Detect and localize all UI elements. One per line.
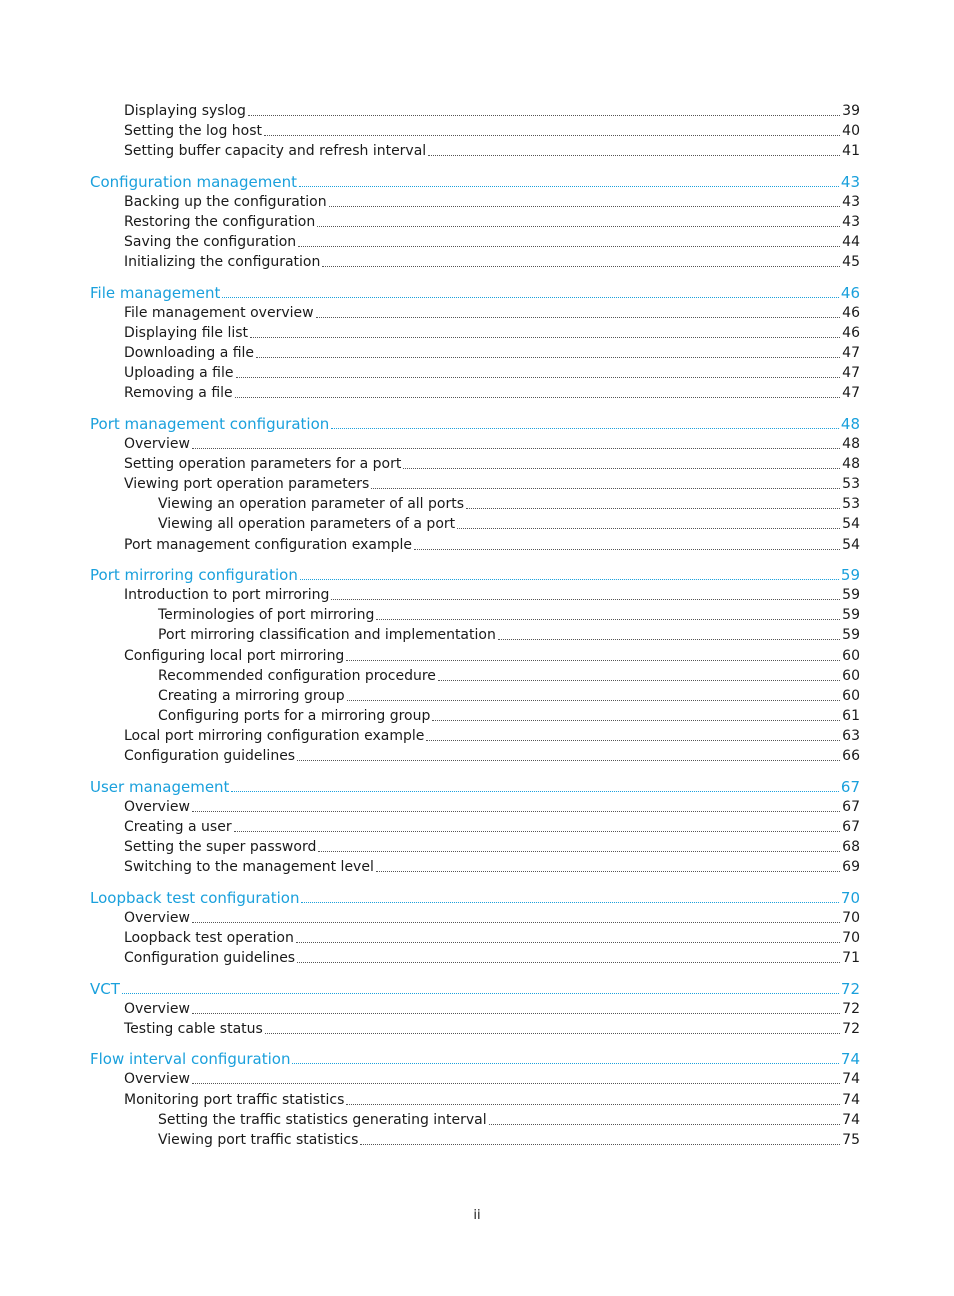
toc-entry-page: 60 — [842, 688, 860, 704]
toc-entry-page: 45 — [842, 254, 860, 270]
dot-leader — [299, 185, 839, 187]
toc-entry[interactable] — [124, 191, 860, 211]
toc-entry[interactable] — [158, 685, 860, 705]
toc-entry[interactable] — [124, 907, 860, 927]
toc-chapter-entry[interactable] — [90, 887, 860, 907]
toc-entry-page: 70 — [842, 910, 860, 926]
toc-entry-page: 48 — [842, 456, 860, 472]
toc-entry-page: 48 — [842, 436, 860, 452]
toc-entry-title: File management — [90, 284, 221, 302]
toc-entry-title: User management — [90, 778, 230, 796]
toc-entry-title: Viewing port operation parameters — [124, 476, 370, 492]
dot-leader — [457, 527, 840, 529]
dot-leader — [250, 336, 840, 338]
toc-entry-title: Setting operation parameters for a port — [124, 456, 402, 472]
dot-leader — [432, 719, 840, 721]
toc-entry[interactable] — [124, 856, 860, 876]
toc-entry[interactable] — [124, 1068, 860, 1088]
toc-entry-page: 59 — [842, 587, 860, 603]
toc-entry-page: 46 — [842, 305, 860, 321]
toc-entry-title: Overview — [124, 799, 190, 815]
dot-leader — [317, 225, 840, 227]
page-number: ii — [473, 1208, 481, 1223]
toc-entry-title: Testing cable status — [124, 1021, 263, 1037]
dot-leader — [236, 376, 841, 378]
toc-entry[interactable] — [124, 645, 860, 665]
toc-entry-page: 60 — [842, 668, 860, 684]
toc-entry-page: 67 — [842, 799, 860, 815]
dot-leader — [414, 548, 840, 550]
toc-entry[interactable] — [124, 1089, 860, 1109]
dot-leader — [466, 507, 840, 509]
dot-leader — [318, 850, 840, 852]
toc-entry-page: 59 — [842, 607, 860, 623]
toc-entry-title: Viewing port traffic statistics — [158, 1132, 359, 1148]
toc-entry-page: 74 — [842, 1092, 860, 1108]
dot-leader — [346, 659, 840, 661]
toc-entry-page: 61 — [842, 708, 860, 724]
dot-leader — [192, 810, 840, 812]
dot-leader — [376, 618, 840, 620]
toc-entry[interactable] — [124, 534, 860, 554]
toc-entry-title: Overview — [124, 436, 190, 452]
toc-entry-title: Saving the configuration — [124, 234, 297, 250]
toc-entry[interactable] — [124, 453, 860, 473]
toc-entry-page: 47 — [842, 385, 860, 401]
toc-entry-title: Setting the super password — [124, 839, 317, 855]
toc-entry-title: VCT — [90, 980, 120, 998]
toc-entry-title: Configuration management — [90, 173, 297, 191]
toc-chapter-entry[interactable] — [90, 776, 860, 796]
toc-entry[interactable] — [124, 796, 860, 816]
toc-entry[interactable] — [124, 211, 860, 231]
dot-leader — [122, 992, 839, 994]
toc-entry-title: Removing a file — [124, 385, 233, 401]
toc-entry-title: Recommended configuration procedure — [158, 668, 436, 684]
dot-leader — [301, 901, 838, 903]
toc-entry-page: 53 — [842, 476, 860, 492]
dot-leader — [322, 265, 840, 267]
toc-entry-page: 48 — [840, 415, 860, 433]
toc-entry-title: Overview — [124, 910, 190, 926]
toc-entry-title: Displaying syslog — [124, 103, 246, 119]
toc-entry-title: Loopback test operation — [124, 930, 294, 946]
toc-entry-page: 46 — [840, 284, 860, 302]
toc-entry[interactable] — [124, 927, 860, 947]
dot-leader — [192, 921, 840, 923]
toc-entry-page: 71 — [842, 950, 860, 966]
toc-entry[interactable] — [124, 433, 860, 453]
dot-leader — [428, 154, 840, 156]
toc-entry[interactable] — [158, 665, 860, 685]
dot-leader — [347, 699, 841, 701]
toc-entry-page: 53 — [842, 496, 860, 512]
toc-entry[interactable] — [124, 745, 860, 765]
toc-entry-title: Setting buffer capacity and refresh interval — [124, 143, 427, 159]
toc-entry-page: 43 — [840, 173, 860, 191]
toc-entry-title: Restoring the configuration — [124, 214, 316, 230]
toc-chapter-entry[interactable] — [90, 1048, 860, 1068]
toc-entry-page: 46 — [842, 325, 860, 341]
dot-leader — [346, 1103, 840, 1105]
toc-chapter-entry[interactable] — [90, 978, 860, 998]
toc-entry[interactable] — [124, 362, 860, 382]
toc-entry-page: 67 — [840, 778, 860, 796]
toc-entry[interactable] — [124, 322, 860, 342]
dot-leader — [376, 870, 840, 872]
toc-entry[interactable] — [124, 251, 860, 271]
dot-leader — [231, 790, 838, 792]
dot-leader — [489, 1123, 841, 1125]
toc-entry[interactable] — [158, 513, 860, 533]
toc-entry-title: Switching to the management level — [124, 859, 374, 875]
toc-entry-page: 72 — [840, 980, 860, 998]
toc-entry-page: 54 — [842, 537, 860, 553]
toc-entry-page: 44 — [842, 234, 860, 250]
toc-entry[interactable] — [124, 816, 860, 836]
toc-entry[interactable] — [124, 1018, 860, 1038]
toc-entry[interactable] — [124, 140, 860, 160]
toc-entry-page: 74 — [842, 1071, 860, 1087]
dot-leader — [265, 1032, 840, 1034]
toc-entry-page: 66 — [842, 748, 860, 764]
toc-entry[interactable] — [158, 493, 860, 513]
toc-entry-page: 63 — [842, 728, 860, 744]
dot-leader — [264, 134, 840, 136]
toc-entry-page: 39 — [842, 103, 860, 119]
toc-entry-title: Overview — [124, 1071, 190, 1087]
toc-entry-title: Viewing an operation parameter of all ports — [158, 496, 464, 512]
toc-entry[interactable] — [124, 584, 860, 604]
toc-entry-page: 54 — [842, 516, 860, 532]
dot-leader — [235, 396, 841, 398]
toc-entry-title: Configuration guidelines — [124, 748, 296, 764]
toc-entry-title: Port mirroring classification and implementation — [158, 627, 496, 643]
toc-chapter-entry[interactable] — [90, 171, 860, 191]
toc-entry-title: Backing up the configuration — [124, 194, 327, 210]
toc-entry-title: Local port mirroring configuration example — [124, 728, 425, 744]
toc-entry-title: Port mirroring configuration — [90, 566, 298, 584]
toc-entry-title: Initializing the configuration — [124, 254, 321, 270]
toc-entry[interactable] — [158, 705, 860, 725]
toc-entry[interactable] — [124, 120, 860, 140]
toc-entry-page: 69 — [842, 859, 860, 875]
toc-entry-page: 59 — [842, 627, 860, 643]
toc-entry-title: Setting the traffic statistics generating interval — [158, 1112, 487, 1128]
toc-entry-page: 67 — [842, 819, 860, 835]
toc-entry-title: Downloading a file — [124, 345, 255, 361]
dot-leader — [360, 1143, 840, 1145]
dot-leader — [498, 638, 840, 640]
toc-entry-title: Configuring ports for a mirroring group — [158, 708, 431, 724]
toc-entry-page: 72 — [842, 1021, 860, 1037]
toc-entry-page: 74 — [840, 1050, 860, 1068]
toc-entry-page: 75 — [842, 1132, 860, 1148]
toc-entry[interactable] — [158, 604, 860, 624]
toc-entry-page: 43 — [842, 194, 860, 210]
dot-leader — [256, 356, 840, 358]
dot-leader — [371, 487, 840, 489]
dot-leader — [296, 941, 840, 943]
dot-leader — [192, 447, 840, 449]
toc-entry[interactable] — [124, 342, 860, 362]
toc-entry-page: 59 — [840, 566, 860, 584]
dot-leader — [329, 205, 841, 207]
toc-chapter-entry[interactable] — [90, 564, 860, 584]
toc-entry[interactable] — [124, 382, 860, 402]
dot-leader — [426, 739, 840, 741]
dot-leader — [316, 316, 841, 318]
toc-entry-title: Flow interval configuration — [90, 1050, 291, 1068]
dot-leader — [192, 1012, 840, 1014]
toc-entry-page: 68 — [842, 839, 860, 855]
toc-entry-title: Terminologies of port mirroring — [158, 607, 375, 623]
toc-entry-title: Loopback test configuration — [90, 889, 300, 907]
toc-entry-page: 41 — [842, 143, 860, 159]
dot-leader — [222, 296, 839, 298]
toc-entry-title: Uploading a file — [124, 365, 234, 381]
toc-entry[interactable] — [124, 998, 860, 1018]
toc-entry[interactable] — [124, 100, 860, 120]
toc-entry[interactable] — [124, 473, 860, 493]
toc-entry[interactable] — [124, 302, 860, 322]
toc-entry-title: Port management configuration — [90, 415, 330, 433]
toc-entry-title: Overview — [124, 1001, 190, 1017]
dot-leader — [297, 759, 840, 761]
toc-entry-page: 60 — [842, 648, 860, 664]
toc-entry[interactable] — [124, 231, 860, 251]
toc-entry-page: 70 — [840, 889, 860, 907]
toc-entry-title: Displaying file list — [124, 325, 249, 341]
toc-chapter-entry[interactable] — [90, 413, 860, 433]
dot-leader — [297, 961, 840, 963]
toc-entry-page: 70 — [842, 930, 860, 946]
toc-entry-title: Configuring local port mirroring — [124, 648, 345, 664]
toc-entry-page: 74 — [842, 1112, 860, 1128]
dot-leader — [292, 1062, 838, 1064]
toc-entry[interactable] — [124, 836, 860, 856]
toc-chapter-entry[interactable] — [90, 282, 860, 302]
dot-leader — [438, 679, 840, 681]
toc-entry-page: 47 — [842, 345, 860, 361]
dot-leader — [298, 245, 840, 247]
dot-leader — [192, 1082, 840, 1084]
toc-entry-title: Viewing all operation parameters of a port — [158, 516, 456, 532]
toc-entry-title: Creating a user — [124, 819, 232, 835]
toc-entry-page: 47 — [842, 365, 860, 381]
toc-entry[interactable] — [124, 947, 860, 967]
dot-leader — [331, 427, 839, 429]
dot-leader — [403, 467, 840, 469]
toc-entry-page: 40 — [842, 123, 860, 139]
toc-entry-title: Creating a mirroring group — [158, 688, 345, 704]
toc-entry[interactable] — [124, 725, 860, 745]
dot-leader — [234, 830, 841, 832]
dot-leader — [331, 598, 840, 600]
toc-entry-title: Monitoring port traffic statistics — [124, 1092, 345, 1108]
toc-entry-title: Setting the log host — [124, 123, 263, 139]
toc-entry-page: 72 — [842, 1001, 860, 1017]
toc-entry-title: Port management configuration example — [124, 537, 413, 553]
toc-entry[interactable] — [158, 1109, 860, 1129]
toc-entry-page: 43 — [842, 214, 860, 230]
toc-entry-title: Configuration guidelines — [124, 950, 296, 966]
toc-entry[interactable] — [158, 624, 860, 644]
dot-leader — [300, 578, 839, 580]
toc-entry[interactable] — [158, 1129, 860, 1149]
dot-leader — [248, 114, 840, 116]
toc-entry-title: Introduction to port mirroring — [124, 587, 330, 603]
toc-entry-title: File management overview — [124, 305, 314, 321]
